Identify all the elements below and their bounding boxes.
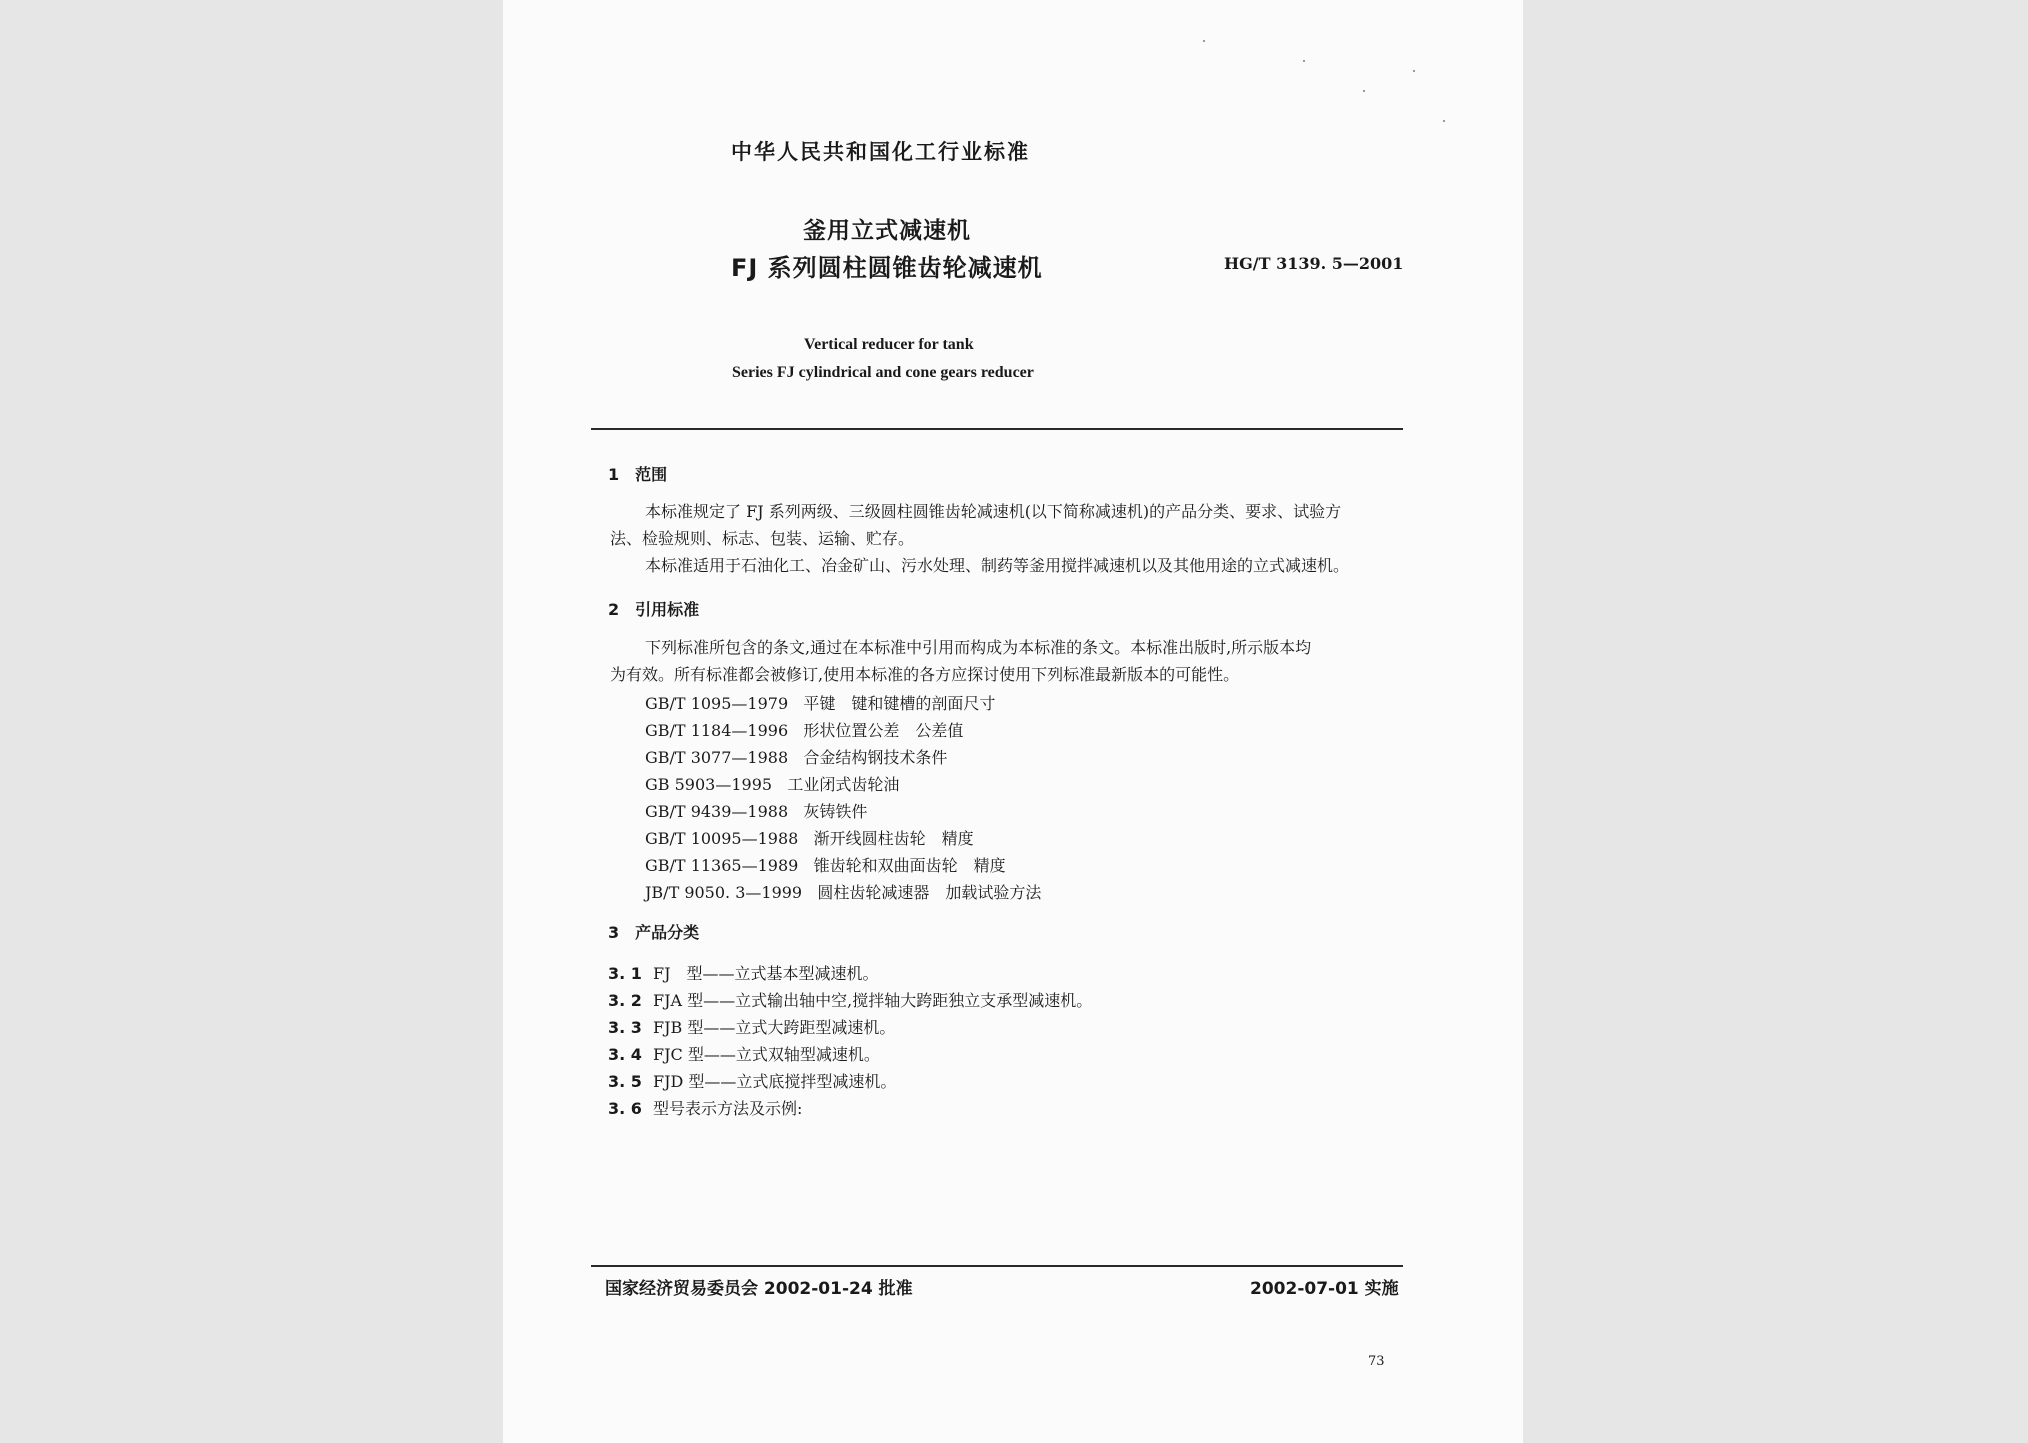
- reference-item: [645, 718, 963, 741]
- scan-speck: [1203, 40, 1205, 42]
- classification-number: 3. 6: [608, 1099, 642, 1118]
- classification-item: [608, 1015, 895, 1038]
- page-number: 73: [1368, 1354, 1385, 1369]
- reference-item: [645, 880, 1041, 903]
- classification-text: FJD 型——立式底搅拌型减速机。: [653, 1072, 897, 1091]
- classification-text: FJ 型——立式基本型减速机。: [653, 964, 879, 983]
- reference-item: [645, 853, 1006, 876]
- section1-para2: 本标准适用于石油化工、冶金矿山、污水处理、制药等釜用搅拌减速机以及其他用途的立式减速机。: [645, 556, 1350, 575]
- title-en-line1: Vertical reducer for tank: [804, 336, 974, 353]
- scan-speck: [1443, 120, 1445, 122]
- classification-item: [608, 1069, 896, 1092]
- approval-date: 国家经济贸易委员会 2002-01-24 批准: [605, 1279, 913, 1299]
- section1-heading: 1 范围: [608, 465, 668, 484]
- classification-text: FJB 型——立式大跨距型减速机。: [653, 1018, 896, 1037]
- implementation-date: 2002-07-01 实施: [1250, 1279, 1399, 1299]
- national-standard-heading: 中华人民共和国化工行业标准: [731, 140, 1030, 164]
- header-divider: [591, 428, 1403, 430]
- title-cn-line2: FJ 系列圆柱圆锥齿轮减速机: [731, 254, 1043, 282]
- title-en-line2: Series FJ cylindrical and cone gears reducer: [732, 364, 1034, 381]
- classification-number: 3. 1: [608, 964, 642, 983]
- footer-divider: [591, 1265, 1403, 1267]
- section2-para-line2: 为有效。所有标准都会被修订,使用本标准的各方应探讨使用下列标准最新版本的可能性。: [610, 665, 1240, 684]
- scan-speck: [1303, 60, 1305, 62]
- classification-text: FJC 型——立式双轴型减速机。: [653, 1045, 880, 1064]
- document-page: [503, 0, 1523, 1443]
- section3-heading: 3 产品分类: [608, 923, 700, 942]
- section2-heading: 2 引用标准: [608, 600, 700, 619]
- classification-number: 3. 5: [608, 1072, 642, 1091]
- reference-title: 锥齿轮和双曲面齿轮 精度: [813, 856, 1006, 875]
- reference-item: [645, 799, 867, 822]
- reference-item: [645, 826, 974, 849]
- standard-code: HG/T 3139. 5—2001: [1224, 254, 1404, 273]
- classification-text: 型号表示方法及示例:: [653, 1099, 803, 1118]
- classification-item: [608, 1096, 802, 1119]
- reference-code: GB/T 1184—1996: [645, 721, 789, 740]
- reference-title: 灰铸铁件: [803, 802, 868, 821]
- section1-para1-line1: 本标准规定了 FJ 系列两级、三级圆柱圆锥齿轮减速机(以下简称减速机)的产品分类、要求、试验方: [645, 502, 1342, 521]
- scan-speck: [1413, 70, 1415, 72]
- classification-number: 3. 2: [608, 991, 642, 1010]
- reference-item: [645, 691, 995, 714]
- classification-text: FJA 型——立式输出轴中空,搅拌轴大跨距独立支承型减速机。: [653, 991, 1093, 1010]
- classification-item: [608, 988, 1092, 1011]
- reference-code: GB/T 11365—1989: [645, 856, 799, 875]
- reference-title: 平键 键和键槽的剖面尺寸: [803, 694, 996, 713]
- classification-item: [608, 1042, 880, 1065]
- scan-speck: [1363, 90, 1365, 92]
- section1-para1-line2: 法、检验规则、标志、包装、运输、贮存。: [610, 529, 915, 548]
- classification-item: [608, 961, 879, 984]
- reference-title: 渐开线圆柱齿轮 精度: [813, 829, 974, 848]
- reference-code: GB/T 9439—1988: [645, 802, 789, 821]
- reference-code: GB/T 1095—1979: [645, 694, 789, 713]
- reference-item: [645, 745, 947, 768]
- reference-code: JB/T 9050. 3—1999: [645, 883, 803, 902]
- reference-title: 圆柱齿轮减速器 加载试验方法: [817, 883, 1042, 902]
- reference-code: GB/T 10095—1988: [645, 829, 799, 848]
- section2-para-line1: 下列标准所包含的条文,通过在本标准中引用而构成为本标准的条文。本标准出版时,所示版本均: [645, 638, 1312, 657]
- classification-number: 3. 4: [608, 1045, 642, 1064]
- classification-number: 3. 3: [608, 1018, 642, 1037]
- reference-item: [645, 772, 899, 795]
- title-cn-line1: 釜用立式减速机: [803, 218, 971, 244]
- reference-code: GB 5903—1995: [645, 775, 773, 794]
- reference-code: GB/T 3077—1988: [645, 748, 789, 767]
- reference-title: 合金结构钢技术条件: [803, 748, 948, 767]
- reference-title: 形状位置公差 公差值: [803, 721, 964, 740]
- reference-title: 工业闭式齿轮油: [787, 775, 900, 794]
